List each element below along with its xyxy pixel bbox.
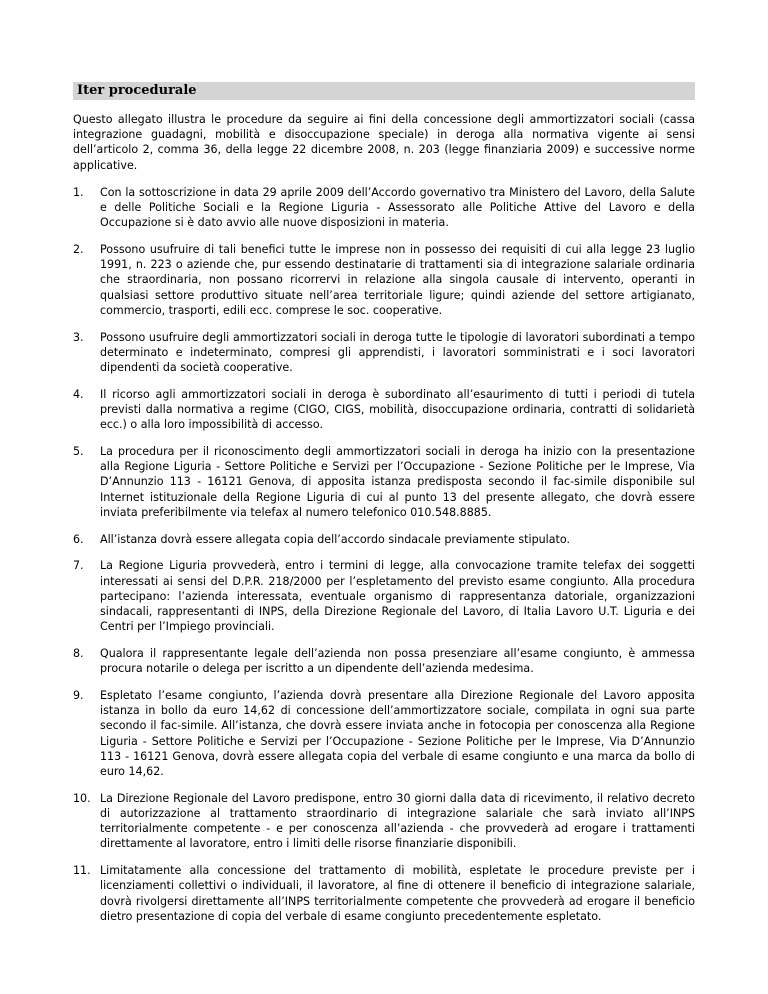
list-item [73,863,695,924]
list-item [73,185,695,231]
list-item-number: 8. [73,647,84,661]
document-page [73,82,695,936]
list-item-text: Con la sottoscrizione in data 29 aprile 2009 dell’Accordo governativo tra Ministero del Lavoro, della Salute e delle Politiche Sociali e la Regione Liguria - Assessorato alle Politiche Attive del Lavoro e della Occupazione si è dato avvio alle nuove disposizioni in materia. [100,185,695,230]
list-item-text: Possono usufruire di tali benefici tutte le imprese non in possesso dei requisiti di cui alla legge 23 luglio 1991, n. 223 o aziende che, pur essendo destinatarie di trattamenti sia di integrazione salariale ordinaria che straordinaria, non possano ricorrervi in relazione alla singola causale di intervento, operanti in qualsiasi settore produttivo situate nell’area territoriale ligure; quindi aziende del settore artigianato, commercio, trasporti, edili ecc. comprese le soc. cooperative. [100,243,695,317]
section-title: Iter procedurale [73,82,695,100]
list-item-number: 1. [73,185,84,199]
list-item-text: Qualora il rappresentante legale dell’azienda non possa presenziare all’esame congiunto, è ammessa procura notarile o delega per iscritto a un dipendente dell’azienda medesima. [100,647,695,676]
list-item-number: 10. [73,791,91,805]
list-item-text: La Direzione Regionale del Lavoro predispone, entro 30 giorni dalla data di ricevimento, il relativo decreto di autorizzazione al trattamento straordinario di integrazione salariale che sarà inviato all’INPS territorialmente competente - e per conoscenza all’azienda - che provvederà ad erogare i trattamenti direttamente al lavoratore, entro i limiti delle risorse finanziarie disponibili. [100,791,695,851]
list-item [73,444,695,520]
list-item-number: 4. [73,387,84,401]
procedure-list [73,185,695,924]
list-item-number: 5. [73,445,84,459]
list-item-text: Il ricorso agli ammortizzatori sociali in deroga è subordinato all’esaurimento di tutti i periodi di tutela previsti dalla normativa a regime (CIGO, CIGS, mobilità, disoccupazione ordinaria, contratti di solidarietà ecc.) o alla loro impossibilità di accesso. [100,387,695,432]
list-item [73,688,695,779]
intro-paragraph: Questo allegato illustra le procedure da seguire ai fini della concessione degli ammortizzatori sociali (cassa integrazione guadagni, mobilità e disoccupazione speciale) in deroga alla normativa vigente ai sensi dell’articolo 2, comma 36, della legge 22 dicembre 2008, n. 203 (legge finanziaria 2009) e successive norme applicative. [73,113,695,172]
list-item [73,791,695,852]
list-item [73,330,695,376]
list-item-text: Espletato l’esame congiunto, l’azienda dovrà presentare alla Direzione Regionale del Lavoro apposita istanza in bollo da euro 14,62 di concessione dell’ammortizzatore sociale, compilata in ogni sua parte secondo il fac-simile. All’istanza, che dovrà essere inviata anche in fotocopia per conoscenza alla Regione Liguria - Settore Politiche e Servizi per l’Occupazione - Sezione Politiche per le Imprese, Via D’Annunzio 113 - 16121 Genova, dovrà essere allegata copia del verbale di esame congiunto e una marca da bollo di euro 14,62. [100,689,695,779]
list-item [73,532,695,547]
list-item [73,242,695,318]
list-item-number: 2. [73,243,84,257]
list-item [73,387,695,433]
list-item-text: Possono usufruire degli ammortizzatori sociali in deroga tutte le tipologie di lavoratori subordinati a tempo determinato e indeterminato, compresi gli apprendisti, i lavoratori somministrati e i soci lavoratori dipendenti da società cooperative. [100,330,695,375]
list-item-number: 3. [73,330,84,344]
list-item-text: All’istanza dovrà essere allegata copia dell’accordo sindacale previamente stipulato. [100,532,571,546]
list-item-number: 6. [73,532,84,546]
list-item-text: La Regione Liguria provvederà, entro i termini di legge, alla convocazione tramite telefax dei soggetti interessati ai sensi del D.P.R. 218/2000 per l’espletamento del previsto esame congiunto. Alla procedura partecipano: l’azienda interessata, eventuale organismo di rappresentanza datoriale, organizzazioni sindacali, rappresentanti di INPS, della Direzione Regionale del Lavoro, di Italia Lavoro U.T. Liguria e dei Centri per l’Impiego provinciali. [100,559,695,634]
list-item [73,558,695,634]
list-item-text: La procedura per il riconoscimento degli ammortizzatori sociali in deroga ha inizio con la presentazione alla Regione Liguria - Settore Politiche e Servizi per l’Occupazione - Sezione Politiche per le Imprese, Via D’Annunzio 113 - 16121 Genova, di apposita istanza predisposta secondo il fac-simile disponibile sul Internet istituzionale della Regione Liguria di cui al punto 13 del presente allegato, che dovrà essere inviata preferibilmente via telefax al numero telefonico 010.548.8885. [100,445,695,519]
list-item-number: 7. [73,559,84,573]
list-item [73,646,695,676]
list-item-text: Limitatamente alla concessione del trattamento di mobilità, espletate le procedure previste per i licenziamenti collettivi o individuali, il lavoratore, al fine di ottenere il beneficio di integrazione salariale, dovrà rivolgersi direttamente all’INPS territorialmente competente che provvederà ad erogare il beneficio dietro presentazione di copia del verbale di esame congiunto precedentemente espletato. [100,864,695,923]
list-item-number: 9. [73,689,84,703]
list-item-number: 11. [73,864,91,878]
